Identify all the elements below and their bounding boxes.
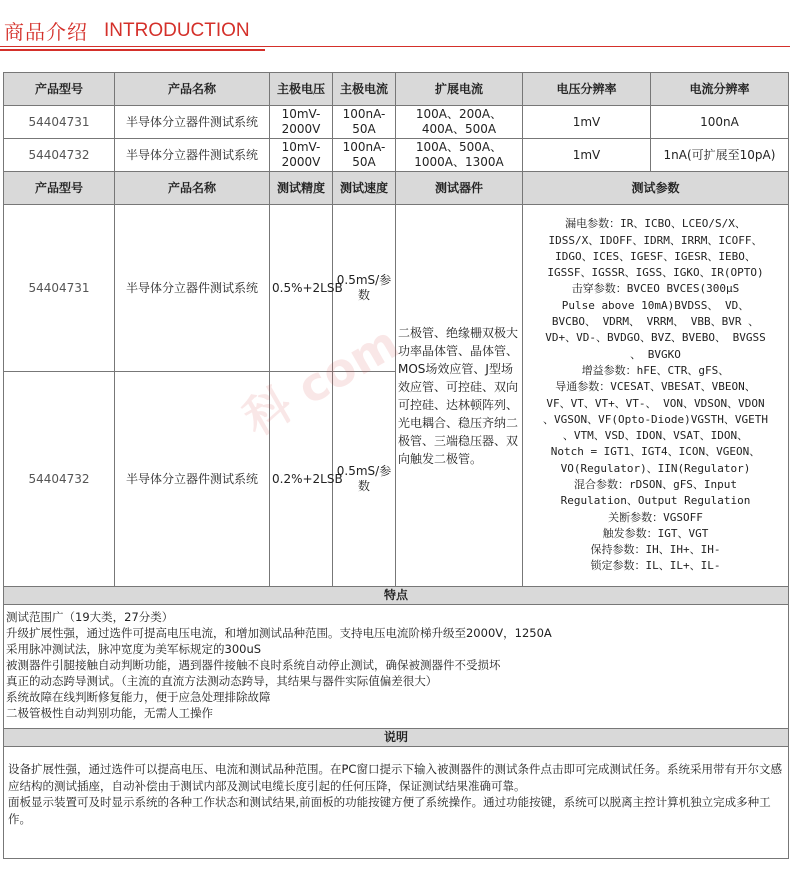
- spec-table: [3, 72, 789, 859]
- param-line: 、 BVGKO: [630, 347, 681, 361]
- th-main-voltage: 主极电压: [270, 73, 333, 106]
- cell-ext-current: 100A、500A、1000A、1300A: [396, 139, 523, 172]
- th-current-res: 电流分辨率: [651, 73, 789, 106]
- cell-main-voltage: 10mV-2000V: [270, 139, 333, 172]
- param-line: 、VTM、VSD、IDON、VSAT、IDON、: [562, 429, 749, 443]
- param-line: 触发参数：IGT、VGT: [602, 526, 709, 540]
- cell-voltage-res: 1mV: [523, 139, 651, 172]
- param-line: 混合参数：rDSON、gFS、Input: [573, 477, 738, 491]
- cell-main-current: 100nA-50A: [333, 139, 396, 172]
- param-line: VD+、VD-、BVDGO、BVZ、BVEBO、 BVGSS: [545, 331, 766, 345]
- feature-item: 系统故障在线判断修复能力，便于应急处理排除故障: [6, 690, 271, 704]
- th-name: 产品名称: [115, 172, 270, 205]
- th-voltage-res: 电压分辨率: [523, 73, 651, 106]
- param-line: IDSS/X、IDOFF、IDRM、IRRM、ICOFF、: [548, 233, 763, 247]
- notes-row: [4, 747, 789, 859]
- cell-name: 半导体分立器件测试系统: [115, 372, 270, 587]
- th-main-current: 主极电流: [333, 73, 396, 106]
- cell-model: 54404731: [4, 106, 115, 139]
- notes-title: 说明: [4, 729, 789, 747]
- th-params: 测试参数: [523, 172, 789, 205]
- features-title: 特点: [4, 587, 789, 605]
- cell-current-res: 100nA: [651, 106, 789, 139]
- param-line: 击穿参数：BVCEO BVCES(300μS: [571, 282, 740, 296]
- th-model: 产品型号: [4, 73, 115, 106]
- param-line: 导通参数：VCESAT、VBESAT、VBEON、: [555, 380, 756, 394]
- feature-item: 采用脉冲测试法，脉冲宽度为美军标规定的300uS: [6, 642, 262, 656]
- param-line: Pulse above 10mA)BVDSS、 VD、: [561, 298, 750, 312]
- param-line: 、VGSON、VF(Opto-Diode)VGSTH、VGETH: [542, 412, 769, 426]
- note-item: 设备扩展性强，通过选件可以提高电压、电流和测试品种范围。在PC窗口提示下输入被测器件的测试条件点击即可完成测试任务。系统采用带有开尔文感应结构的测试插座，自动补偿由于测试内部及测试电缆长度引起的任何压降，保证测试结果准确可靠。: [8, 762, 782, 793]
- feature-item: 测试范围广（19大类，27分类）: [6, 610, 174, 624]
- cell-model: 54404732: [4, 372, 115, 587]
- cell-model: 54404732: [4, 139, 115, 172]
- cell-voltage-res: 1mV: [523, 106, 651, 139]
- cell-name: 半导体分立器件测试系统: [115, 106, 270, 139]
- section-header: [0, 0, 790, 58]
- cell-current-res: 1nA(可扩展至10pA): [651, 139, 789, 172]
- table-row: [4, 139, 789, 172]
- param-line: IDGO、ICES、IGESF、IGESR、IEBO、: [555, 249, 756, 263]
- section-title-cn: 商品介绍: [4, 20, 88, 44]
- notes-text: [4, 747, 789, 859]
- features-row: [4, 605, 789, 729]
- th-ext-current: 扩展电流: [396, 73, 523, 106]
- th-name: 产品名称: [115, 73, 270, 106]
- cell-main-voltage: 10mV-2000V: [270, 106, 333, 139]
- table1-header-row: [4, 73, 789, 106]
- feature-item: 真正的动态跨导测试。（主流的直流方法测动态跨导，其结果与器件实际值偏差很大）: [6, 674, 438, 688]
- param-line: Regulation、Output Regulation: [560, 494, 751, 508]
- cell-accuracy: 0.5%+2LSB: [270, 205, 333, 372]
- param-line: Notch = IGT1、IGT4、ICON、VGEON、: [550, 445, 761, 459]
- cell-main-current: 100nA-50A: [333, 106, 396, 139]
- param-line: BVCBO、 VDRM、 VRRM、 VBB、BVR 、: [551, 315, 760, 329]
- cell-accuracy: 0.2%+2LSB: [270, 372, 333, 587]
- param-line: 保持参数：IH、IH+、IH-: [590, 543, 721, 557]
- param-line: 关断参数：VGSOFF: [608, 510, 703, 524]
- table-row: [4, 205, 789, 372]
- features-list: [4, 605, 789, 729]
- feature-item: 二极管极性自动判别功能，无需人工操作: [6, 706, 213, 720]
- notes-title-row: [4, 729, 789, 747]
- cell-name: 半导体分立器件测试系统: [115, 139, 270, 172]
- cell-params: [523, 205, 789, 587]
- header-accent-bar: [0, 49, 265, 51]
- cell-model: 54404731: [4, 205, 115, 372]
- th-speed: 测试速度: [333, 172, 396, 205]
- param-line: IGSSF、IGSSR、IGSS、IGKO、IR(OPTO): [547, 266, 764, 280]
- th-model: 产品型号: [4, 172, 115, 205]
- param-line: 增益参数：hFE、CTR、gFS、: [581, 363, 730, 377]
- feature-item: 升级扩展性强，通过选件可提高电压电流，和增加测试品种范围。支持电压电流阶梯升级至2000V，1250A: [6, 626, 552, 640]
- section-title-en: INTRODUCTION: [104, 20, 250, 41]
- features-title-row: [4, 587, 789, 605]
- param-line: VF、VT、VT+、VT-、 VON、VDSON、VDON: [546, 396, 765, 410]
- cell-speed: 0.5mS/参数: [333, 205, 396, 372]
- table-row: [4, 106, 789, 139]
- cell-ext-current: 100A、200A、400A、500A: [396, 106, 523, 139]
- param-line: 锁定参数：IL、IL+、IL-: [590, 559, 721, 573]
- cell-devices: 二极管、绝缘栅双极大功率晶体管、晶体管、MOS场效应管、J型场效应管、可控硅、双向可控硅、达林顿阵列、光电耦合、稳压齐纳二极管、三端稳压器、双向触发二极管。: [396, 205, 523, 587]
- header-divider: [0, 46, 790, 47]
- th-accuracy: 测试精度: [270, 172, 333, 205]
- table2-header-row: [4, 172, 789, 205]
- param-line: 漏电参数：IR、ICBO、LCEO/S/X、: [565, 217, 746, 231]
- note-item: 面板显示装置可及时显示系统的各种工作状态和测试结果,前面板的功能按键方便了系统操作。通过功能按键，系统可以脱离主控计算机独立完成多种工作。: [8, 795, 771, 826]
- feature-item: 被测器件引腿接触自动判断功能，遇到器件接触不良时系统自动停止测试，确保被测器件不受损坏: [6, 658, 501, 672]
- watermark: 科 com: [234, 315, 408, 447]
- cell-speed: 0.5mS/参数: [333, 372, 396, 587]
- cell-name: 半导体分立器件测试系统: [115, 205, 270, 372]
- param-line: VO(Regulator)、IIN(Regulator): [560, 461, 751, 475]
- th-devices: 测试器件: [396, 172, 523, 205]
